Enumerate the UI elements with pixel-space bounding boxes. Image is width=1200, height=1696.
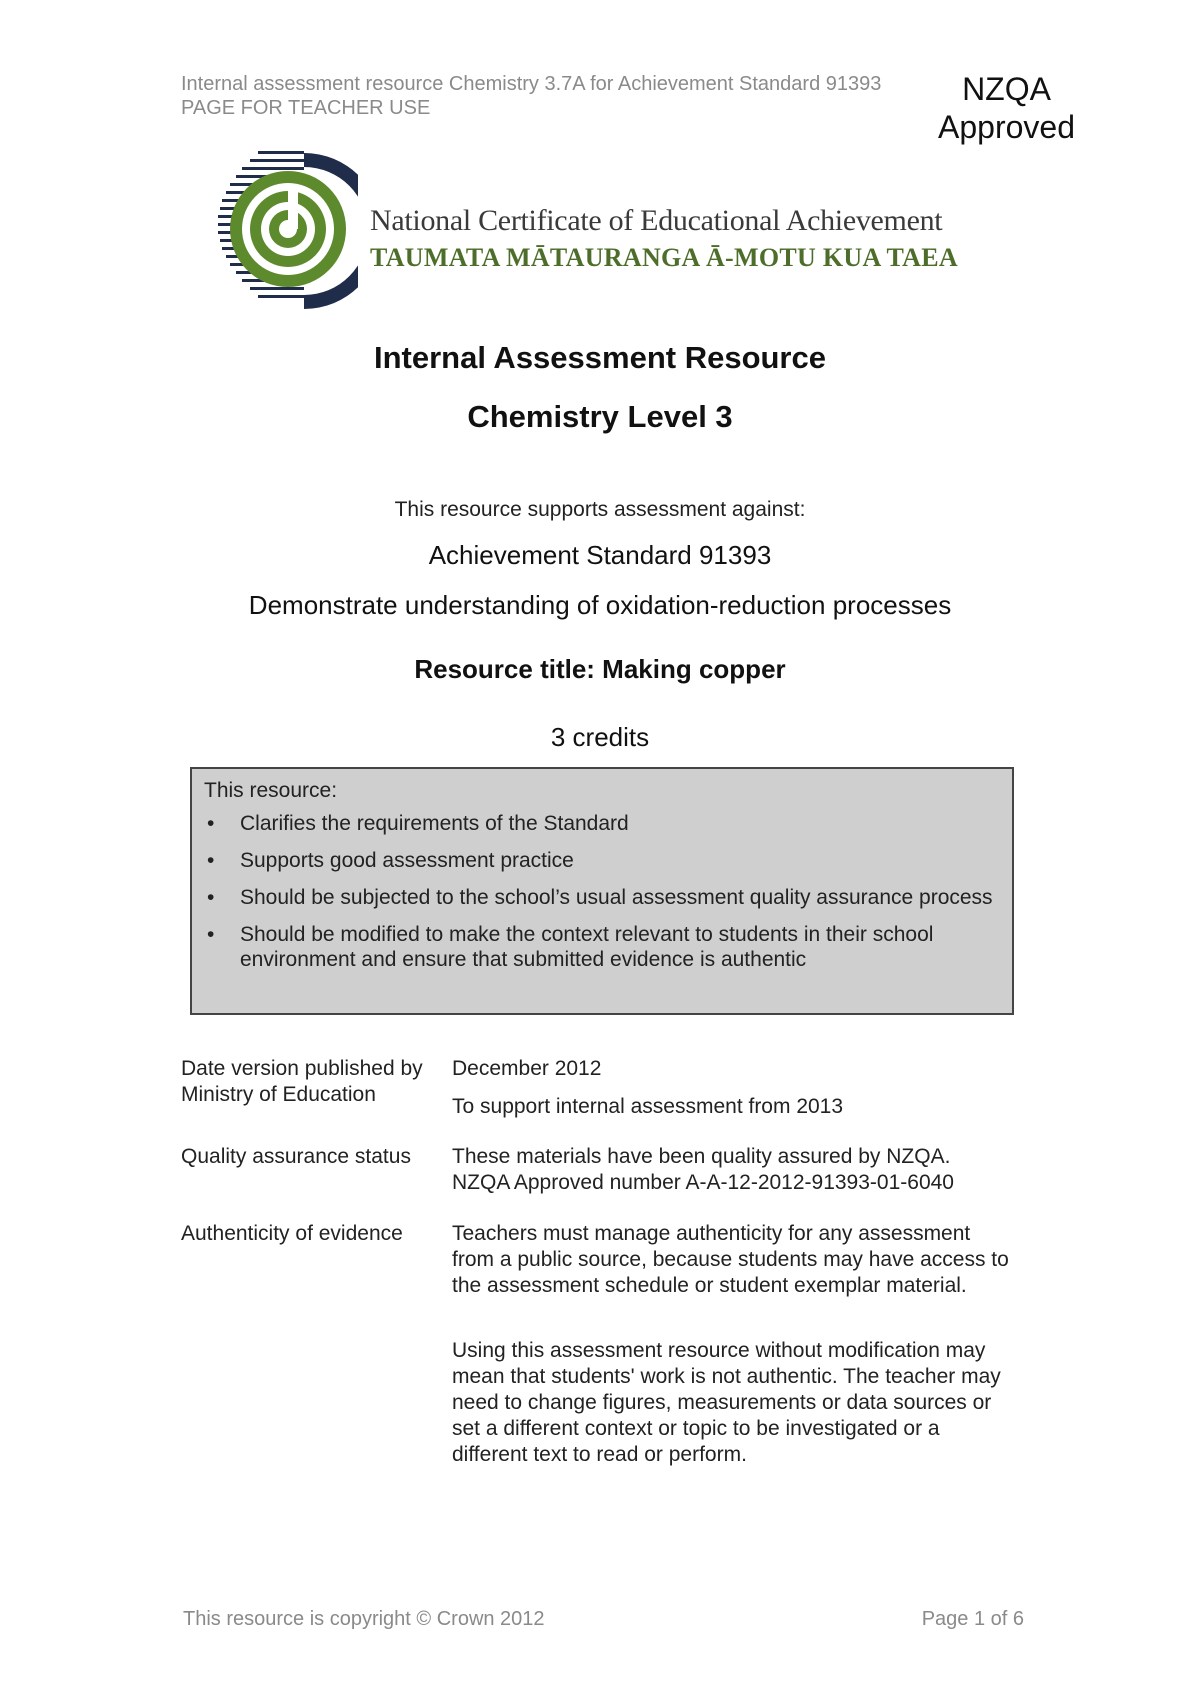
ncea-logo-icon	[218, 145, 358, 315]
badge-line-2: Approved	[938, 109, 1075, 145]
resource-info-box	[190, 767, 1014, 1015]
subject-title: Chemistry Level 3	[467, 399, 733, 434]
footer-page-number: Page 1 of 6	[921, 1608, 1024, 1630]
qa-value: These materials have been quality assured by NZQA. NZQA Approved number A-A-12-2012-91393-01-6040	[452, 1145, 954, 1194]
list-item: • Should be modified to make the context relevant to students in their school environment and ensure that submitted evidence is authentic	[207, 923, 934, 971]
list-item: • Clarifies the requirements of the Standard	[207, 812, 629, 835]
footer-copyright: This resource is copyright © Crown 2012	[183, 1608, 545, 1630]
date-note: To support internal assessment from 2013	[452, 1095, 844, 1118]
logo-name-maori: TAUMATA MĀTAURANGA Ā-MOTU KUA TAEA	[370, 243, 958, 272]
list-item: • Should be subjected to the school’s usual assessment quality assurance process	[207, 886, 993, 909]
bullet-icon: •	[207, 886, 215, 909]
qa-label: Quality assurance status	[181, 1145, 411, 1168]
list-item: • Supports good assessment practice	[207, 849, 574, 872]
bullet-icon: •	[207, 923, 215, 946]
resource-box-heading: This resource:	[204, 779, 338, 802]
authenticity-value-2: Using this assessment resource without modification may mean that students' work is not authentic. The teacher may need to change figures, measurements or data sources or set a different context or topic to be investigated or a different text to read or perform.	[452, 1339, 1001, 1466]
badge-line-1: NZQA	[962, 71, 1051, 107]
header-resource-line: Internal assessment resource Chemistry 3.7A for Achievement Standard 91393	[181, 73, 882, 95]
logo-name-english: National Certificate of Educational Achievement	[370, 204, 943, 237]
authenticity-label: Authenticity of evidence	[181, 1222, 403, 1245]
date-label: Date version published by Ministry of Education	[181, 1057, 423, 1106]
standard-description: Demonstrate understanding of oxidation-reduction processes	[248, 590, 952, 620]
header-teacher-use: PAGE FOR TEACHER USE	[181, 97, 431, 119]
standard-intro: This resource supports assessment against:	[394, 498, 806, 521]
bullet-icon: •	[207, 849, 215, 872]
standard-number: Achievement Standard 91393	[428, 540, 772, 570]
page-title: Internal Assessment Resource	[374, 340, 826, 375]
resource-list	[204, 811, 1000, 972]
resource-title: Resource title: Making copper	[414, 654, 786, 684]
credits: 3 credits	[550, 722, 650, 752]
nzqa-approved-badge	[938, 70, 1075, 146]
authenticity-value-1: Teachers must manage authenticity for any assessment from a public source, because students may have access to the assessment schedule or student exemplar material.	[452, 1222, 1009, 1297]
bullet-icon: •	[207, 812, 215, 835]
date-value: December 2012	[452, 1057, 602, 1080]
